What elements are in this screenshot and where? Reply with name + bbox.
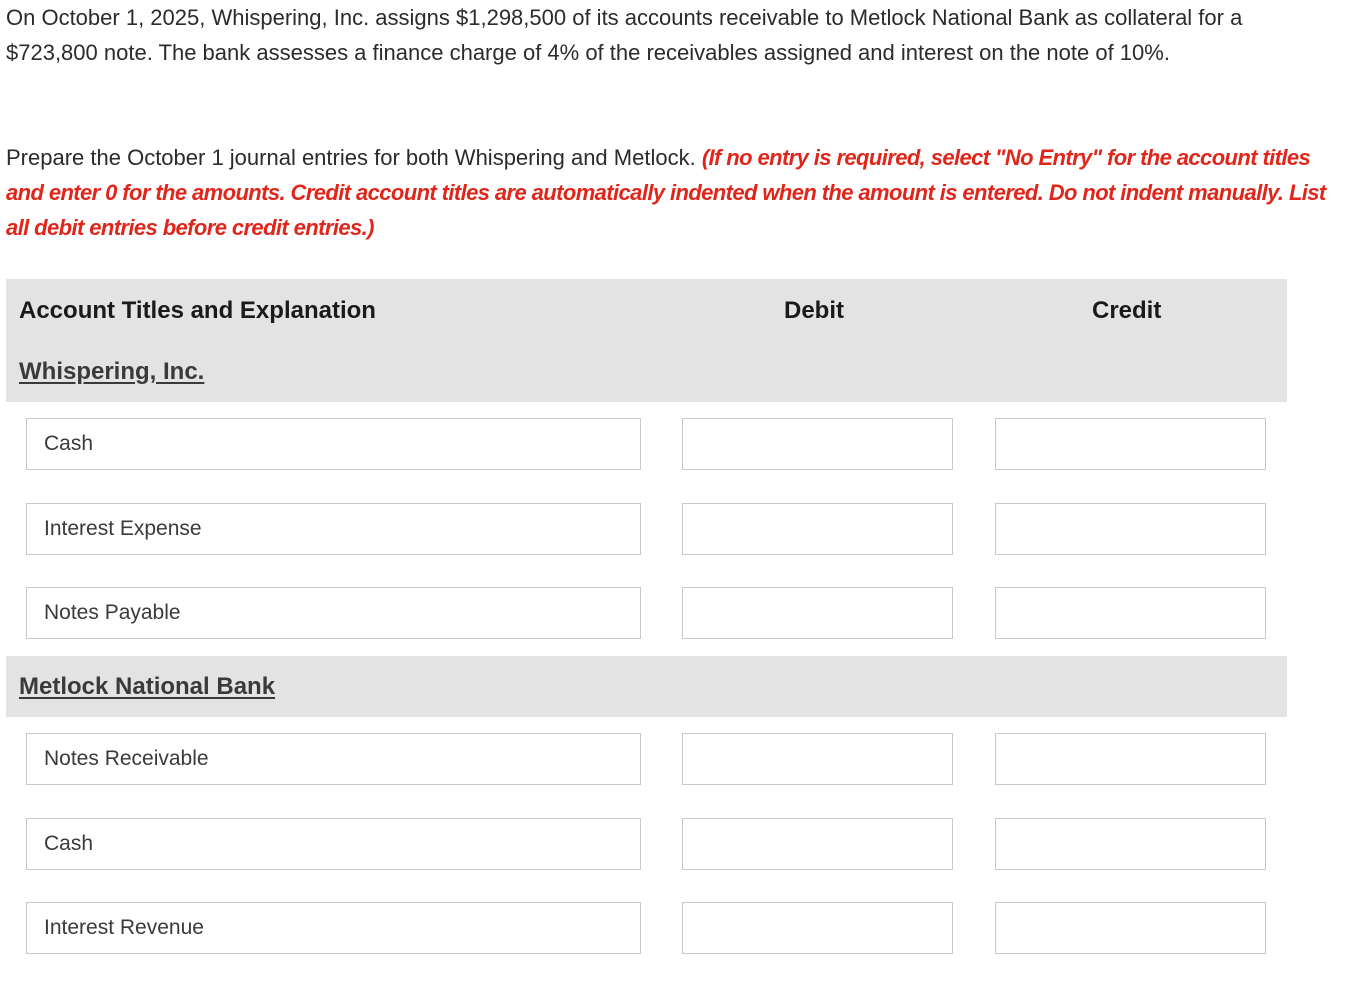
table-row	[0, 818, 1358, 870]
header-credit: Credit	[1092, 297, 1162, 324]
credit-amount-input[interactable]	[995, 587, 1266, 639]
debit-amount-input[interactable]	[682, 587, 953, 639]
header-account-titles: Account Titles and Explanation	[19, 297, 376, 324]
debit-amount-input[interactable]	[682, 733, 953, 785]
problem-statement: On October 1, 2025, Whispering, Inc. assigns $1,298,500 of its accounts receivable to Metlock National Bank as collateral for a $723,800 note. The bank assesses a finance charge of 4% of the receivables assigned and interest on the note of 10%.	[6, 5, 1243, 65]
debit-amount-input[interactable]	[682, 902, 953, 954]
credit-amount-input[interactable]	[995, 418, 1266, 470]
account-title-input[interactable]	[26, 902, 641, 954]
instructions-note: (If no entry is required, select "No Entry" for the account titles and enter 0 for the amounts. Credit account titles are automatically indented when the amount is entered. Do not indent manually. List all debit entries before credit entries.)	[6, 145, 1326, 240]
table-row	[0, 418, 1358, 470]
account-title-input[interactable]	[26, 587, 641, 639]
table-row	[0, 503, 1358, 555]
account-title-input[interactable]	[26, 418, 641, 470]
account-title-input[interactable]	[26, 503, 641, 555]
account-title-input[interactable]	[26, 818, 641, 870]
debit-amount-input[interactable]	[682, 503, 953, 555]
debit-amount-input[interactable]	[682, 818, 953, 870]
credit-amount-input[interactable]	[995, 733, 1266, 785]
instructions-text: Prepare the October 1 journal entries for both Whispering and Metlock.	[6, 145, 702, 170]
section-title-metlock[interactable]: Metlock National Bank	[19, 673, 276, 700]
account-title-input[interactable]	[26, 733, 641, 785]
table-row	[0, 587, 1358, 639]
table-row	[0, 733, 1358, 785]
credit-amount-input[interactable]	[995, 818, 1266, 870]
debit-amount-input[interactable]	[682, 418, 953, 470]
header-debit: Debit	[784, 297, 844, 324]
section-title-whispering[interactable]: Whispering, Inc.	[19, 358, 205, 385]
credit-amount-input[interactable]	[995, 902, 1266, 954]
table-row	[0, 902, 1358, 954]
instructions	[6, 140, 1336, 245]
credit-amount-input[interactable]	[995, 503, 1266, 555]
